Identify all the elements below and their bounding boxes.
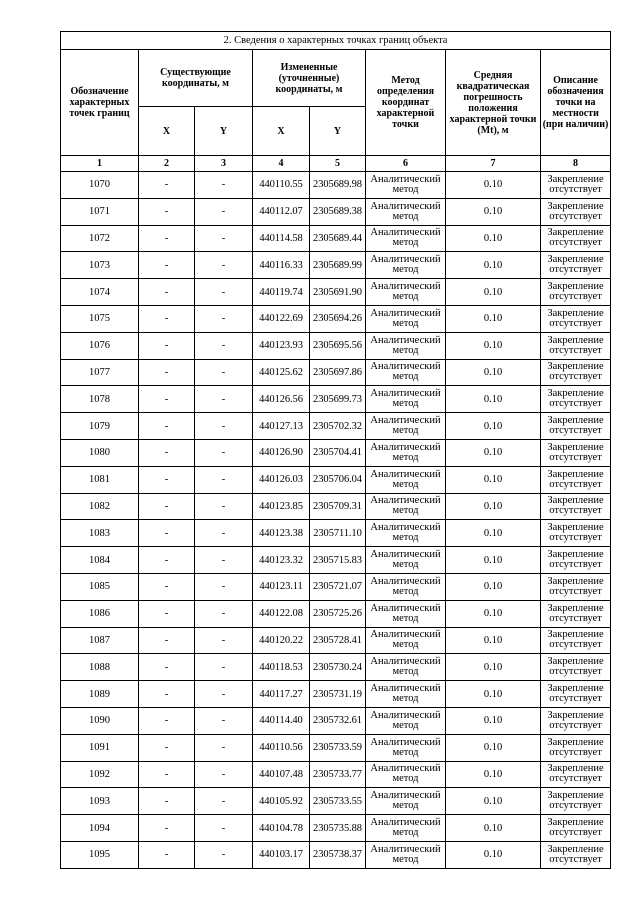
changed-y-cell: 2305689.99 [310, 252, 366, 279]
changed-y-cell: 2305697.86 [310, 359, 366, 386]
changed-x-cell: 440125.62 [253, 359, 310, 386]
table-row [61, 734, 611, 761]
changed-x-cell: 440114.40 [253, 707, 310, 734]
header-point-id: Обозначение характерных точек границ [61, 50, 139, 156]
description-cell: Закрепление отсутствует [541, 493, 611, 520]
error-cell: 0.10 [446, 359, 541, 386]
method-cell: Аналитический метод [366, 600, 446, 627]
point-id-cell: 1079 [61, 413, 139, 440]
existing-x-cell: - [139, 386, 195, 413]
method-cell: Аналитический метод [366, 815, 446, 842]
description-cell: Закрепление отсутствует [541, 386, 611, 413]
existing-x-cell: - [139, 788, 195, 815]
existing-y-cell: - [195, 788, 253, 815]
existing-y-cell: - [195, 305, 253, 332]
existing-y-cell: - [195, 172, 253, 199]
existing-x-cell: - [139, 815, 195, 842]
existing-y-cell: - [195, 841, 253, 868]
description-cell: Закрепление отсутствует [541, 413, 611, 440]
error-cell: 0.10 [446, 413, 541, 440]
table-row [61, 386, 611, 413]
changed-y-cell: 2305695.56 [310, 332, 366, 359]
boundary-points-table [60, 31, 611, 869]
changed-x-cell: 440126.90 [253, 439, 310, 466]
existing-x-cell: - [139, 681, 195, 708]
point-id-cell: 1090 [61, 707, 139, 734]
table-row [61, 841, 611, 868]
existing-y-cell: - [195, 734, 253, 761]
existing-y-cell: - [195, 573, 253, 600]
point-id-cell: 1075 [61, 305, 139, 332]
method-cell: Аналитический метод [366, 439, 446, 466]
changed-x-cell: 440120.22 [253, 627, 310, 654]
column-number: 3 [195, 156, 253, 172]
existing-x-cell: - [139, 600, 195, 627]
method-cell: Аналитический метод [366, 520, 446, 547]
error-cell: 0.10 [446, 654, 541, 681]
point-id-cell: 1088 [61, 654, 139, 681]
method-cell: Аналитический метод [366, 707, 446, 734]
description-cell: Закрепление отсутствует [541, 600, 611, 627]
method-cell: Аналитический метод [366, 547, 446, 574]
existing-y-cell: - [195, 332, 253, 359]
table-row [61, 225, 611, 252]
changed-x-cell: 440116.33 [253, 252, 310, 279]
changed-y-cell: 2305735.88 [310, 815, 366, 842]
existing-x-cell: - [139, 198, 195, 225]
existing-x-cell: - [139, 252, 195, 279]
table-row [61, 761, 611, 788]
point-id-cell: 1082 [61, 493, 139, 520]
changed-y-cell: 2305728.41 [310, 627, 366, 654]
table-row [61, 573, 611, 600]
changed-y-cell: 2305725.26 [310, 600, 366, 627]
table-row [61, 627, 611, 654]
existing-y-cell: - [195, 279, 253, 306]
existing-y-cell: - [195, 547, 253, 574]
description-cell: Закрепление отсутствует [541, 305, 611, 332]
method-cell: Аналитический метод [366, 466, 446, 493]
existing-y-cell: - [195, 493, 253, 520]
existing-x-cell: - [139, 413, 195, 440]
changed-y-cell: 2305704.41 [310, 439, 366, 466]
header-method: Метод определения координат характерной точки [366, 50, 446, 156]
changed-y-cell: 2305733.55 [310, 788, 366, 815]
table-row [61, 600, 611, 627]
column-number: 2 [139, 156, 195, 172]
existing-x-cell: - [139, 841, 195, 868]
point-id-cell: 1093 [61, 788, 139, 815]
changed-y-cell: 2305733.77 [310, 761, 366, 788]
changed-y-cell: 2305706.04 [310, 466, 366, 493]
error-cell: 0.10 [446, 305, 541, 332]
point-id-cell: 1083 [61, 520, 139, 547]
changed-x-cell: 440122.08 [253, 600, 310, 627]
changed-x-cell: 440126.56 [253, 386, 310, 413]
existing-x-cell: - [139, 627, 195, 654]
changed-x-cell: 440110.56 [253, 734, 310, 761]
description-cell: Закрепление отсутствует [541, 627, 611, 654]
description-cell: Закрепление отсутствует [541, 841, 611, 868]
point-id-cell: 1092 [61, 761, 139, 788]
method-cell: Аналитический метод [366, 172, 446, 199]
existing-y-cell: - [195, 707, 253, 734]
header-description: Описание обозначения точки на местности (при наличии) [541, 50, 611, 156]
table-row [61, 547, 611, 574]
table-row [61, 413, 611, 440]
existing-y-cell: - [195, 198, 253, 225]
error-cell: 0.10 [446, 493, 541, 520]
existing-x-cell: - [139, 359, 195, 386]
changed-x-cell: 440123.38 [253, 520, 310, 547]
existing-x-cell: - [139, 654, 195, 681]
error-cell: 0.10 [446, 466, 541, 493]
changed-x-cell: 440118.53 [253, 654, 310, 681]
error-cell: 0.10 [446, 788, 541, 815]
existing-y-cell: - [195, 225, 253, 252]
existing-y-cell: - [195, 627, 253, 654]
table-row [61, 332, 611, 359]
description-cell: Закрепление отсутствует [541, 520, 611, 547]
changed-x-cell: 440104.78 [253, 815, 310, 842]
method-cell: Аналитический метод [366, 332, 446, 359]
table-row [61, 654, 611, 681]
error-cell: 0.10 [446, 815, 541, 842]
description-cell: Закрепление отсутствует [541, 439, 611, 466]
changed-x-cell: 440123.11 [253, 573, 310, 600]
changed-y-cell: 2305732.61 [310, 707, 366, 734]
changed-y-cell: 2305702.32 [310, 413, 366, 440]
changed-y-cell: 2305691.90 [310, 279, 366, 306]
description-cell: Закрепление отсутствует [541, 761, 611, 788]
point-id-cell: 1070 [61, 172, 139, 199]
changed-y-cell: 2305711.10 [310, 520, 366, 547]
column-number: 7 [446, 156, 541, 172]
error-cell: 0.10 [446, 172, 541, 199]
table-row [61, 279, 611, 306]
existing-y-cell: - [195, 520, 253, 547]
changed-y-cell: 2305689.38 [310, 198, 366, 225]
changed-y-cell: 2305731.19 [310, 681, 366, 708]
changed-x-cell: 440123.93 [253, 332, 310, 359]
changed-y-cell: 2305715.83 [310, 547, 366, 574]
table-row [61, 788, 611, 815]
description-cell: Закрепление отсутствует [541, 198, 611, 225]
header-existing-coords: Существующие координаты, м [139, 50, 253, 107]
error-cell: 0.10 [446, 198, 541, 225]
description-cell: Закрепление отсутствует [541, 332, 611, 359]
changed-x-cell: 440117.27 [253, 681, 310, 708]
existing-x-cell: - [139, 734, 195, 761]
changed-y-cell: 2305730.24 [310, 654, 366, 681]
point-id-cell: 1095 [61, 841, 139, 868]
changed-x-cell: 440114.58 [253, 225, 310, 252]
changed-y-cell: 2305738.37 [310, 841, 366, 868]
table-row [61, 305, 611, 332]
point-id-cell: 1081 [61, 466, 139, 493]
existing-x-cell: - [139, 172, 195, 199]
changed-y-cell: 2305689.44 [310, 225, 366, 252]
error-cell: 0.10 [446, 627, 541, 654]
point-id-cell: 1076 [61, 332, 139, 359]
header-changed-y: Y [310, 107, 366, 156]
description-cell: Закрепление отсутствует [541, 252, 611, 279]
error-cell: 0.10 [446, 332, 541, 359]
point-id-cell: 1080 [61, 439, 139, 466]
existing-y-cell: - [195, 386, 253, 413]
point-id-cell: 1074 [61, 279, 139, 306]
method-cell: Аналитический метод [366, 413, 446, 440]
error-cell: 0.10 [446, 252, 541, 279]
method-cell: Аналитический метод [366, 198, 446, 225]
description-cell: Закрепление отсутствует [541, 707, 611, 734]
point-id-cell: 1084 [61, 547, 139, 574]
method-cell: Аналитический метод [366, 841, 446, 868]
method-cell: Аналитический метод [366, 305, 446, 332]
error-cell: 0.10 [446, 439, 541, 466]
header-changed-coords: Измененные (уточненные) координаты, м [253, 50, 366, 107]
table-row [61, 439, 611, 466]
table-body [61, 172, 611, 869]
existing-x-cell: - [139, 439, 195, 466]
point-id-cell: 1089 [61, 681, 139, 708]
error-cell: 0.10 [446, 681, 541, 708]
changed-x-cell: 440110.55 [253, 172, 310, 199]
point-id-cell: 1072 [61, 225, 139, 252]
existing-x-cell: - [139, 466, 195, 493]
description-cell: Закрепление отсутствует [541, 466, 611, 493]
method-cell: Аналитический метод [366, 279, 446, 306]
method-cell: Аналитический метод [366, 654, 446, 681]
table-row [61, 815, 611, 842]
description-cell: Закрепление отсутствует [541, 681, 611, 708]
points-sheet [60, 31, 610, 869]
description-cell: Закрепление отсутствует [541, 734, 611, 761]
table-row [61, 466, 611, 493]
error-cell: 0.10 [446, 279, 541, 306]
method-cell: Аналитический метод [366, 386, 446, 413]
table-row [61, 252, 611, 279]
header-error: Средняя квадратическая погрешность положения характерной точки (Mt), м [446, 50, 541, 156]
changed-x-cell: 440123.85 [253, 493, 310, 520]
table-row [61, 172, 611, 199]
description-cell: Закрепление отсутствует [541, 172, 611, 199]
method-cell: Аналитический метод [366, 359, 446, 386]
changed-y-cell: 2305699.73 [310, 386, 366, 413]
changed-x-cell: 440103.17 [253, 841, 310, 868]
existing-x-cell: - [139, 332, 195, 359]
table-row [61, 520, 611, 547]
header-existing-x: X [139, 107, 195, 156]
method-cell: Аналитический метод [366, 493, 446, 520]
changed-y-cell: 2305721.07 [310, 573, 366, 600]
changed-x-cell: 440126.03 [253, 466, 310, 493]
section-title: 2. Сведения о характерных точках границ объекта [61, 32, 611, 50]
existing-x-cell: - [139, 573, 195, 600]
column-number: 1 [61, 156, 139, 172]
method-cell: Аналитический метод [366, 761, 446, 788]
method-cell: Аналитический метод [366, 788, 446, 815]
column-number: 5 [310, 156, 366, 172]
existing-y-cell: - [195, 815, 253, 842]
error-cell: 0.10 [446, 520, 541, 547]
description-cell: Закрепление отсутствует [541, 815, 611, 842]
changed-y-cell: 2305694.26 [310, 305, 366, 332]
point-id-cell: 1077 [61, 359, 139, 386]
existing-y-cell: - [195, 359, 253, 386]
existing-y-cell: - [195, 761, 253, 788]
changed-x-cell: 440112.07 [253, 198, 310, 225]
existing-x-cell: - [139, 761, 195, 788]
error-cell: 0.10 [446, 573, 541, 600]
description-cell: Закрепление отсутствует [541, 573, 611, 600]
method-cell: Аналитический метод [366, 252, 446, 279]
error-cell: 0.10 [446, 225, 541, 252]
error-cell: 0.10 [446, 547, 541, 574]
existing-x-cell: - [139, 520, 195, 547]
existing-y-cell: - [195, 654, 253, 681]
existing-x-cell: - [139, 493, 195, 520]
point-id-cell: 1071 [61, 198, 139, 225]
changed-x-cell: 440123.32 [253, 547, 310, 574]
changed-x-cell: 440105.92 [253, 788, 310, 815]
description-cell: Закрепление отсутствует [541, 654, 611, 681]
existing-y-cell: - [195, 252, 253, 279]
column-number: 4 [253, 156, 310, 172]
method-cell: Аналитический метод [366, 681, 446, 708]
method-cell: Аналитический метод [366, 734, 446, 761]
description-cell: Закрепление отсутствует [541, 547, 611, 574]
description-cell: Закрепление отсутствует [541, 279, 611, 306]
description-cell: Закрепление отсутствует [541, 788, 611, 815]
point-id-cell: 1078 [61, 386, 139, 413]
existing-x-cell: - [139, 225, 195, 252]
existing-y-cell: - [195, 466, 253, 493]
existing-x-cell: - [139, 707, 195, 734]
existing-x-cell: - [139, 279, 195, 306]
error-cell: 0.10 [446, 761, 541, 788]
column-number: 6 [366, 156, 446, 172]
error-cell: 0.10 [446, 386, 541, 413]
changed-y-cell: 2305689.98 [310, 172, 366, 199]
method-cell: Аналитический метод [366, 573, 446, 600]
error-cell: 0.10 [446, 600, 541, 627]
error-cell: 0.10 [446, 734, 541, 761]
description-cell: Закрепление отсутствует [541, 225, 611, 252]
description-cell: Закрепление отсутствует [541, 359, 611, 386]
error-cell: 0.10 [446, 841, 541, 868]
table-row [61, 493, 611, 520]
point-id-cell: 1085 [61, 573, 139, 600]
existing-y-cell: - [195, 439, 253, 466]
column-number: 8 [541, 156, 611, 172]
error-cell: 0.10 [446, 707, 541, 734]
existing-x-cell: - [139, 305, 195, 332]
changed-x-cell: 440107.48 [253, 761, 310, 788]
changed-y-cell: 2305733.59 [310, 734, 366, 761]
changed-x-cell: 440122.69 [253, 305, 310, 332]
existing-x-cell: - [139, 547, 195, 574]
changed-x-cell: 440127.13 [253, 413, 310, 440]
table-row [61, 359, 611, 386]
header-existing-y: Y [195, 107, 253, 156]
table-row [61, 681, 611, 708]
point-id-cell: 1094 [61, 815, 139, 842]
table-row [61, 198, 611, 225]
existing-y-cell: - [195, 681, 253, 708]
changed-x-cell: 440119.74 [253, 279, 310, 306]
point-id-cell: 1086 [61, 600, 139, 627]
point-id-cell: 1073 [61, 252, 139, 279]
table-row [61, 707, 611, 734]
method-cell: Аналитический метод [366, 225, 446, 252]
existing-y-cell: - [195, 600, 253, 627]
point-id-cell: 1087 [61, 627, 139, 654]
point-id-cell: 1091 [61, 734, 139, 761]
changed-y-cell: 2305709.31 [310, 493, 366, 520]
method-cell: Аналитический метод [366, 627, 446, 654]
existing-y-cell: - [195, 413, 253, 440]
header-changed-x: X [253, 107, 310, 156]
